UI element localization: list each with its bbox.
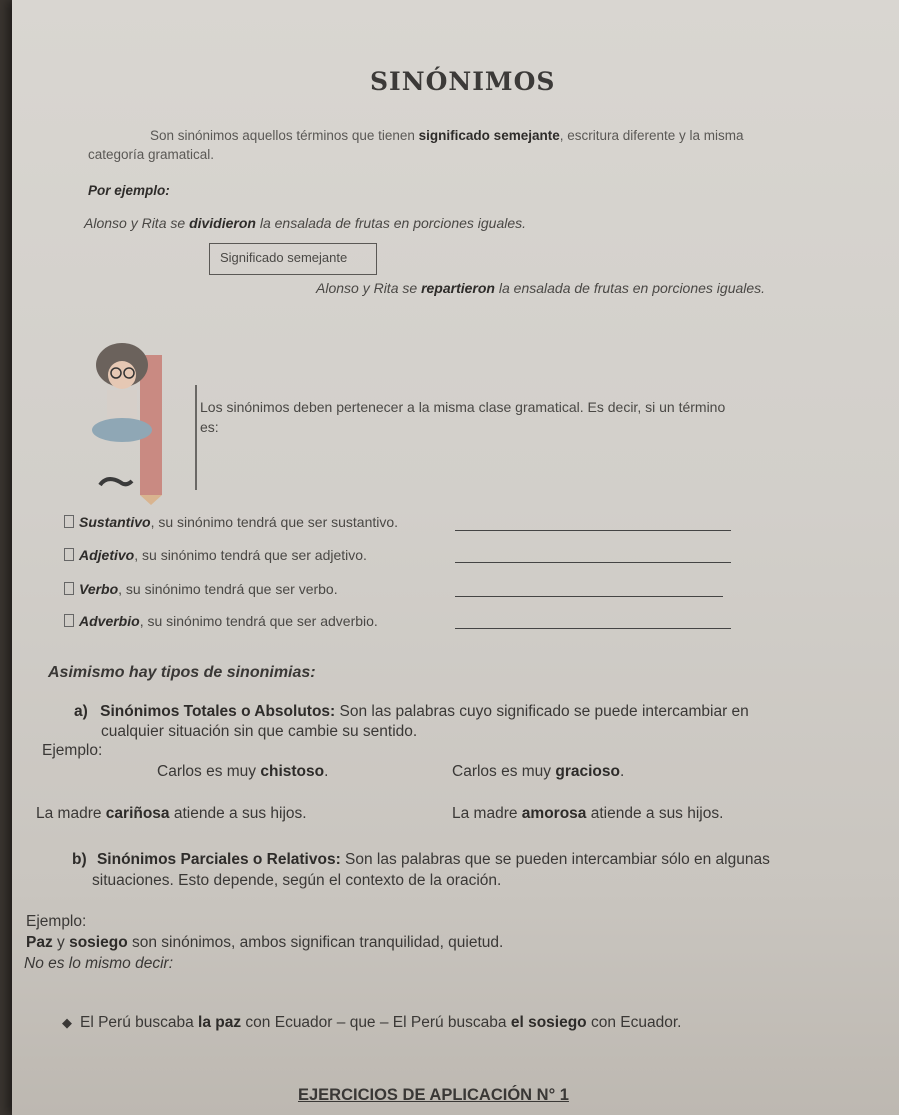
- example-sentence-1: Alonso y Rita se dividieron la ensalada de frutas en porciones iguales.: [84, 215, 527, 231]
- diamond-bullet-icon: ◆: [62, 1015, 72, 1030]
- checkbox-glyph-icon: [64, 548, 74, 561]
- type-a-line-2: cualquier situación sin que cambie su sentido.: [101, 723, 418, 740]
- answer-blank: [455, 595, 723, 597]
- example-sentence-2: Alonso y Rita se repartieron la ensalada de frutas en porciones iguales.: [316, 280, 766, 296]
- pair-2-left: La madre cariñosa atiende a sus hijos.: [36, 805, 307, 822]
- meaning-box: Significado semejante: [209, 243, 377, 275]
- answer-blank: [455, 529, 731, 531]
- contrast-sentence: ◆ El Perú buscaba la paz con Ecuador – que – El Perú buscaba el sosiego con Ecuador.: [62, 1014, 682, 1031]
- pair-1-left: Carlos es muy chistoso.: [157, 763, 329, 780]
- pair-2-right: La madre amorosa atiende a sus hijos.: [452, 805, 724, 822]
- definition-line-1: Son sinónimos aquellos términos que tienen significado semejante, escritura diferente y la misma: [150, 128, 744, 143]
- checkbox-glyph-icon: [64, 515, 74, 528]
- page-title: SINÓNIMOS: [370, 67, 556, 96]
- type-b-line-1: b) Sinónimos Parciales o Relativos: Son las palabras que se pueden intercambiar sólo en algunas: [72, 851, 770, 868]
- worksheet-page: [12, 0, 899, 1115]
- checkbox-glyph-icon: [64, 582, 74, 595]
- note-line-2: es:: [200, 419, 219, 435]
- ejemplo-label-b: Ejemplo:: [26, 913, 87, 930]
- class-item-verbo: Verbo, su sinónimo tendrá que ser verbo.: [64, 581, 338, 597]
- paz-sentence: Paz y sosiego son sinónimos, ambos significan tranquilidad, quietud.: [26, 934, 504, 951]
- class-item-sustantivo: Sustantivo, su sinónimo tendrá que ser sustantivo.: [64, 514, 398, 530]
- type-a-line-1: a) Sinónimos Totales o Absolutos: Son las palabras cuyo significado se puede intercambiar en: [74, 703, 749, 720]
- no-es-lo-mismo: No es lo mismo decir:: [24, 955, 174, 972]
- answer-blank: [455, 561, 731, 563]
- pair-1-right: Carlos es muy gracioso.: [452, 763, 625, 780]
- ejemplo-label-a: Ejemplo:: [42, 742, 103, 759]
- types-heading: Asimismo hay tipos de sinonimias:: [48, 664, 316, 681]
- exercises-heading: EJERCICIOS DE APLICACIÓN N° 1: [298, 1086, 569, 1104]
- note-divider: [195, 385, 197, 490]
- example-heading: Por ejemplo:: [88, 183, 170, 198]
- class-item-adverbio: Adverbio, su sinónimo tendrá que ser adverbio.: [64, 613, 378, 629]
- checkbox-glyph-icon: [64, 614, 74, 627]
- definition-line-2: categoría gramatical.: [88, 147, 215, 162]
- girl-pencil-illustration: [82, 335, 192, 505]
- type-b-line-2: situaciones. Esto depende, según el contexto de la oración.: [92, 872, 502, 889]
- class-item-adjetivo: Adjetivo, su sinónimo tendrá que ser adjetivo.: [64, 547, 367, 563]
- note-line-1: Los sinónimos deben pertenecer a la misma clase gramatical. Es decir, si un término: [200, 399, 726, 415]
- answer-blank: [455, 627, 731, 629]
